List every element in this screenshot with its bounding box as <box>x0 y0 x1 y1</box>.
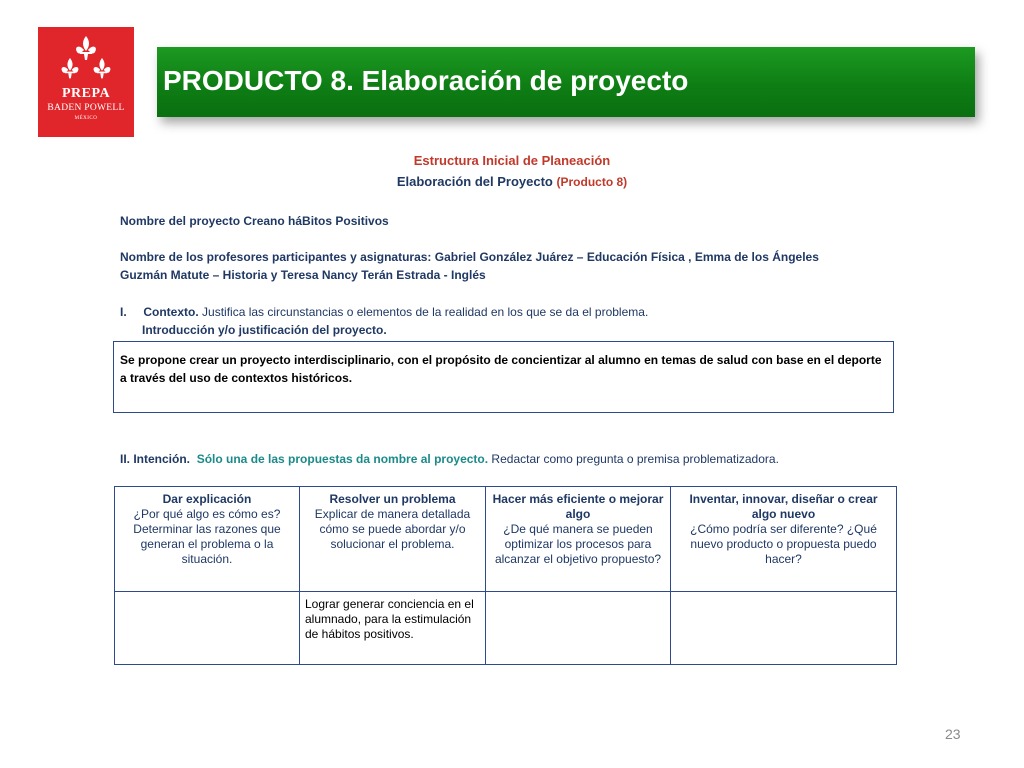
section-context-subtitle: Introducción y/o justificación del proyecto. <box>142 323 387 337</box>
section-context-title: Contexto. <box>143 305 199 319</box>
column-title: Resolver un problema <box>329 492 456 506</box>
teachers-line-1: Nombre de los profesores participantes y asignaturas: Gabriel González Juárez – Educación Física , Emma de los Ángeles <box>120 250 819 264</box>
project-heading-text: Elaboración del Proyecto <box>396 174 553 189</box>
column-desc: ¿De qué manera se pueden optimizar los procesos para alcanzar el objetivo propuesto? <box>494 522 662 566</box>
column-title: Dar explicación <box>162 492 252 506</box>
table-header-cell <box>300 487 486 592</box>
logo-country: MÉXICO <box>74 116 98 121</box>
section-intention <box>120 452 779 466</box>
column-title: Inventar, innovar, diseñar o crear algo nuevo <box>689 492 878 521</box>
table-header-row <box>115 487 897 592</box>
planning-heading: Estructura Inicial de Planeación <box>413 153 611 168</box>
column-desc: ¿Por qué algo es cómo es? Determinar las razones que generan el problema o la situación. <box>133 507 281 566</box>
intention-table <box>114 486 897 665</box>
logo-title: PREPA <box>61 86 111 101</box>
page-title: PRODUCTO 8. Elaboración de proyecto <box>163 65 689 96</box>
table-header-cell <box>486 487 671 592</box>
table-cell <box>486 592 671 665</box>
column-desc: Explicar de manera detallada cómo se puede abordar y/o solucionar el problema. <box>314 507 471 551</box>
column-title: Hacer más eficiente o mejorar algo <box>492 492 664 521</box>
table-header-cell <box>671 487 897 592</box>
context-box: Se propone crear un proyecto interdisciplinario, con el propósito de concientizar al alumno en temas de salud con base en el deporte a través del uso de contextos históricos. <box>113 341 894 413</box>
section-intention-title: II. Intención. <box>120 452 191 466</box>
column-desc: ¿Cómo podría ser diferente? ¿Qué nuevo producto o propuesta puedo hacer? <box>690 522 877 566</box>
table-cell <box>671 592 897 665</box>
section-context-text: Justifica las circunstancias o elementos de la realidad en los que se da el problema. <box>198 305 649 319</box>
table-cell <box>115 592 300 665</box>
teachers-line-2: Guzmán Matute – Historia y Teresa Nancy Terán Estrada - Inglés <box>120 268 486 282</box>
school-logo <box>38 27 134 137</box>
project-name: Nombre del proyecto Creano háBitos Positivos <box>120 214 389 228</box>
fleur-de-lis-icon <box>56 35 116 83</box>
section-number: I. <box>120 305 127 319</box>
logo-subtitle: BADEN POWELL <box>47 103 125 113</box>
section-intention-highlight: Sólo una de las propuestas da nombre al proyecto. <box>196 452 489 466</box>
teachers-info <box>120 248 890 284</box>
table-cell: Lograr generar conciencia en el alumnado, para la estimulación de hábitos positivos. <box>300 592 486 665</box>
table-row <box>115 592 897 665</box>
section-intention-text: Redactar como pregunta o premisa problematizadora. <box>488 452 779 466</box>
page-number: 23 <box>945 726 961 742</box>
table-header-cell <box>115 487 300 592</box>
project-heading <box>0 174 1024 189</box>
product-label: (Producto 8) <box>556 175 628 189</box>
title-banner <box>157 47 975 117</box>
section-context <box>120 305 648 319</box>
